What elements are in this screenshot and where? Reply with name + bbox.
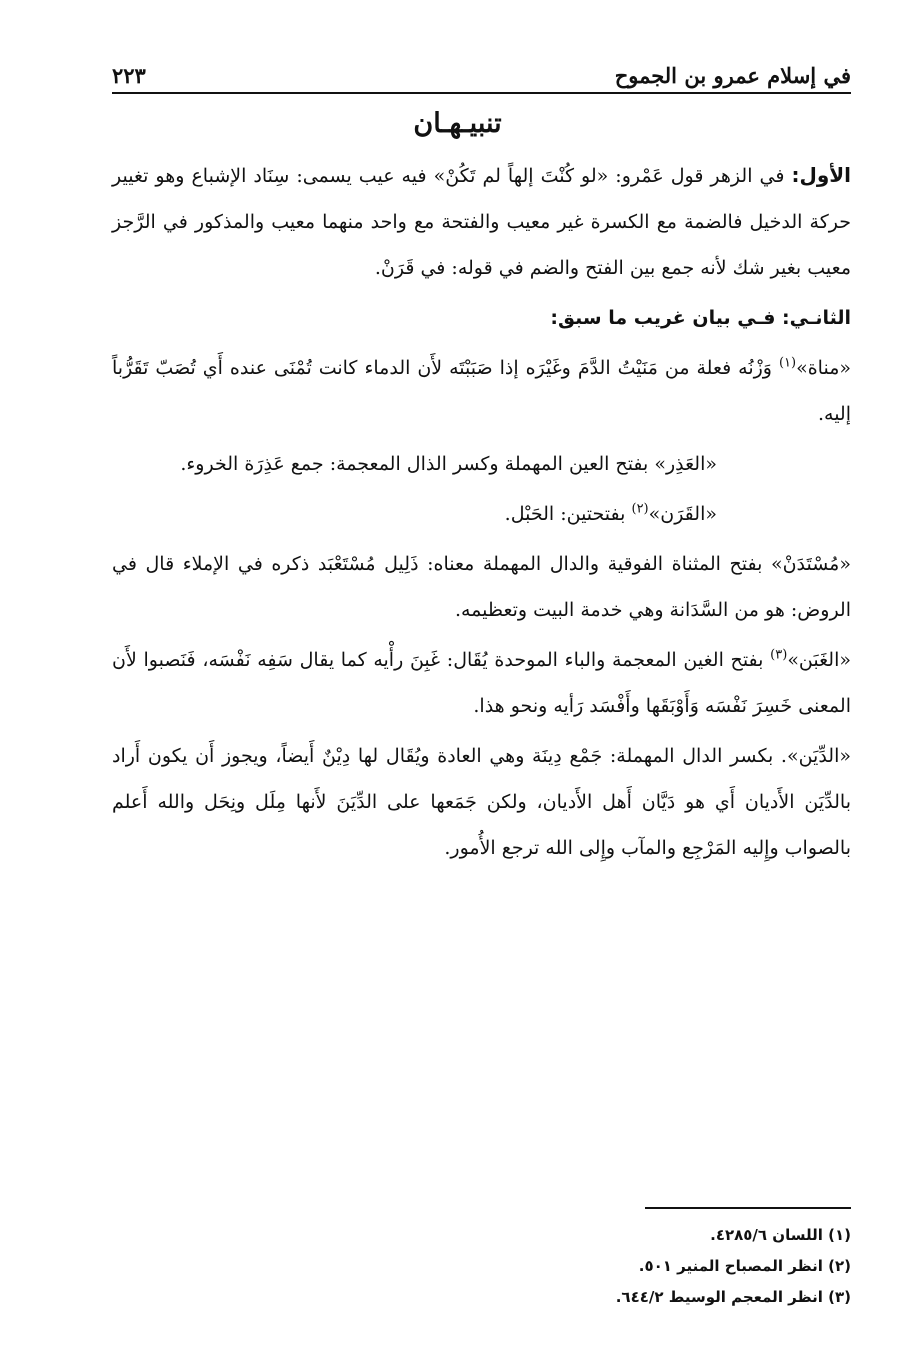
footnotes xyxy=(112,1220,851,1313)
running-header xyxy=(112,52,851,94)
paragraph-din xyxy=(112,733,851,871)
first-note-lead: الأول: xyxy=(791,163,851,187)
footnote-ref-3[interactable]: (٣) xyxy=(770,647,788,663)
paragraph-qaran xyxy=(112,491,851,537)
footnote-2: (٢) انظر المصباح المنير ٥٠١. xyxy=(638,1257,851,1275)
manat-text: وَزْنُه فعلة من مَنَيْتُ الدَّمَ وغَيْرَه إذا صَبَبْتَه لأَن الدماء كانت تُمْنَى عنده أَي تُصَبّ تَقَرُّباً إليه. xyxy=(112,357,851,425)
footnote-divider xyxy=(645,1207,851,1209)
manat-term: «مناة» xyxy=(796,357,851,379)
paragraph-ghaban xyxy=(112,637,851,729)
first-note-text: في الزهر قول عَمْرو: «لو كُنْتَ إلهاً لم تَكُنْ» فيه عيب يسمى: سِنَاد الإشباع وهو تغيير حركة الدخيل فالضمة مع الكسرة غير معيب والفتحة مع واحد منهما معيب والمذكور في الرَّجز معيب بغير شك لأنه جمع بين الفتح والضم في قوله: في قَرَنْ. xyxy=(112,165,851,279)
footnote-ref-1[interactable]: (١) xyxy=(778,355,797,371)
mustaddan-text: «مُسْتَدَنْ» بفتح المثناة الفوقية والدال المهملة معناه: ذَلِيل مُسْتَعْبَد ذكره في الإملاء قال في الروض: هو من السَّدَانة وهي خدمة البيت وتعظيمه. xyxy=(112,553,851,621)
footnote-3: (٣) انظر المعجم الوسيط ٦٤٤/٢. xyxy=(615,1288,851,1306)
paragraph-mustaddan xyxy=(112,541,851,633)
adhir-text: «العَذِر» بفتح العين المهملة وكسر الذال المعجمة: جمع عَذِرَة الخروء. xyxy=(180,453,717,475)
paragraph-second-heading xyxy=(112,295,851,341)
qaran-text: بفتحتين: الحَبْل. xyxy=(504,503,626,525)
paragraph-manat xyxy=(112,345,851,437)
din-text: «الدِّيَن». بكسر الدال المهملة: جَمْع دِينَة وهي العادة ويُقَال لها دِيْنٌ أَيضاً، ويجوز أَن يكون أَراد بالدِّيَن الأَديان أَي هو دَيَّان أَهل الأَديان، ولكن جَمَعها على الدِّيَنَ لأَنها مِلَل ونِحَل والله أَعلم بالصواب وإِليه المَرْجِع والمآب وإِلى الله ترجع الأُمور. xyxy=(112,745,851,859)
ghaban-text: بفتح الغين المعجمة والباء الموحدة يُقَال: غَبِنَ رأْيه كما يقال سَفِه نَفْسَه، فَنَصبوا لأَن المعنى خَسِرَ نَفْسَه وَأَوْبَقَها وأَفْسَد رَأيه ونحو هذا. xyxy=(112,649,851,717)
qaran-term: «القَرَن» xyxy=(648,503,717,525)
second-note-heading: الثانـي: فـي بيان غريب ما سبق: xyxy=(550,307,851,329)
paragraph-adhir xyxy=(112,441,851,487)
paragraph-first-note xyxy=(112,152,851,291)
ghaban-term: «الغَبَن» xyxy=(787,649,851,671)
footnote-ref-2[interactable]: (٢) xyxy=(631,501,649,517)
footnote-1: (١) اللسان ٤٢٨٥/٦. xyxy=(710,1226,851,1244)
header-title: في إسلام عمرو بن الجموح xyxy=(614,63,851,88)
section-title: تنبيـهـان xyxy=(413,108,502,139)
main-text xyxy=(112,152,851,875)
page-number: ٢٢٣ xyxy=(112,63,146,88)
